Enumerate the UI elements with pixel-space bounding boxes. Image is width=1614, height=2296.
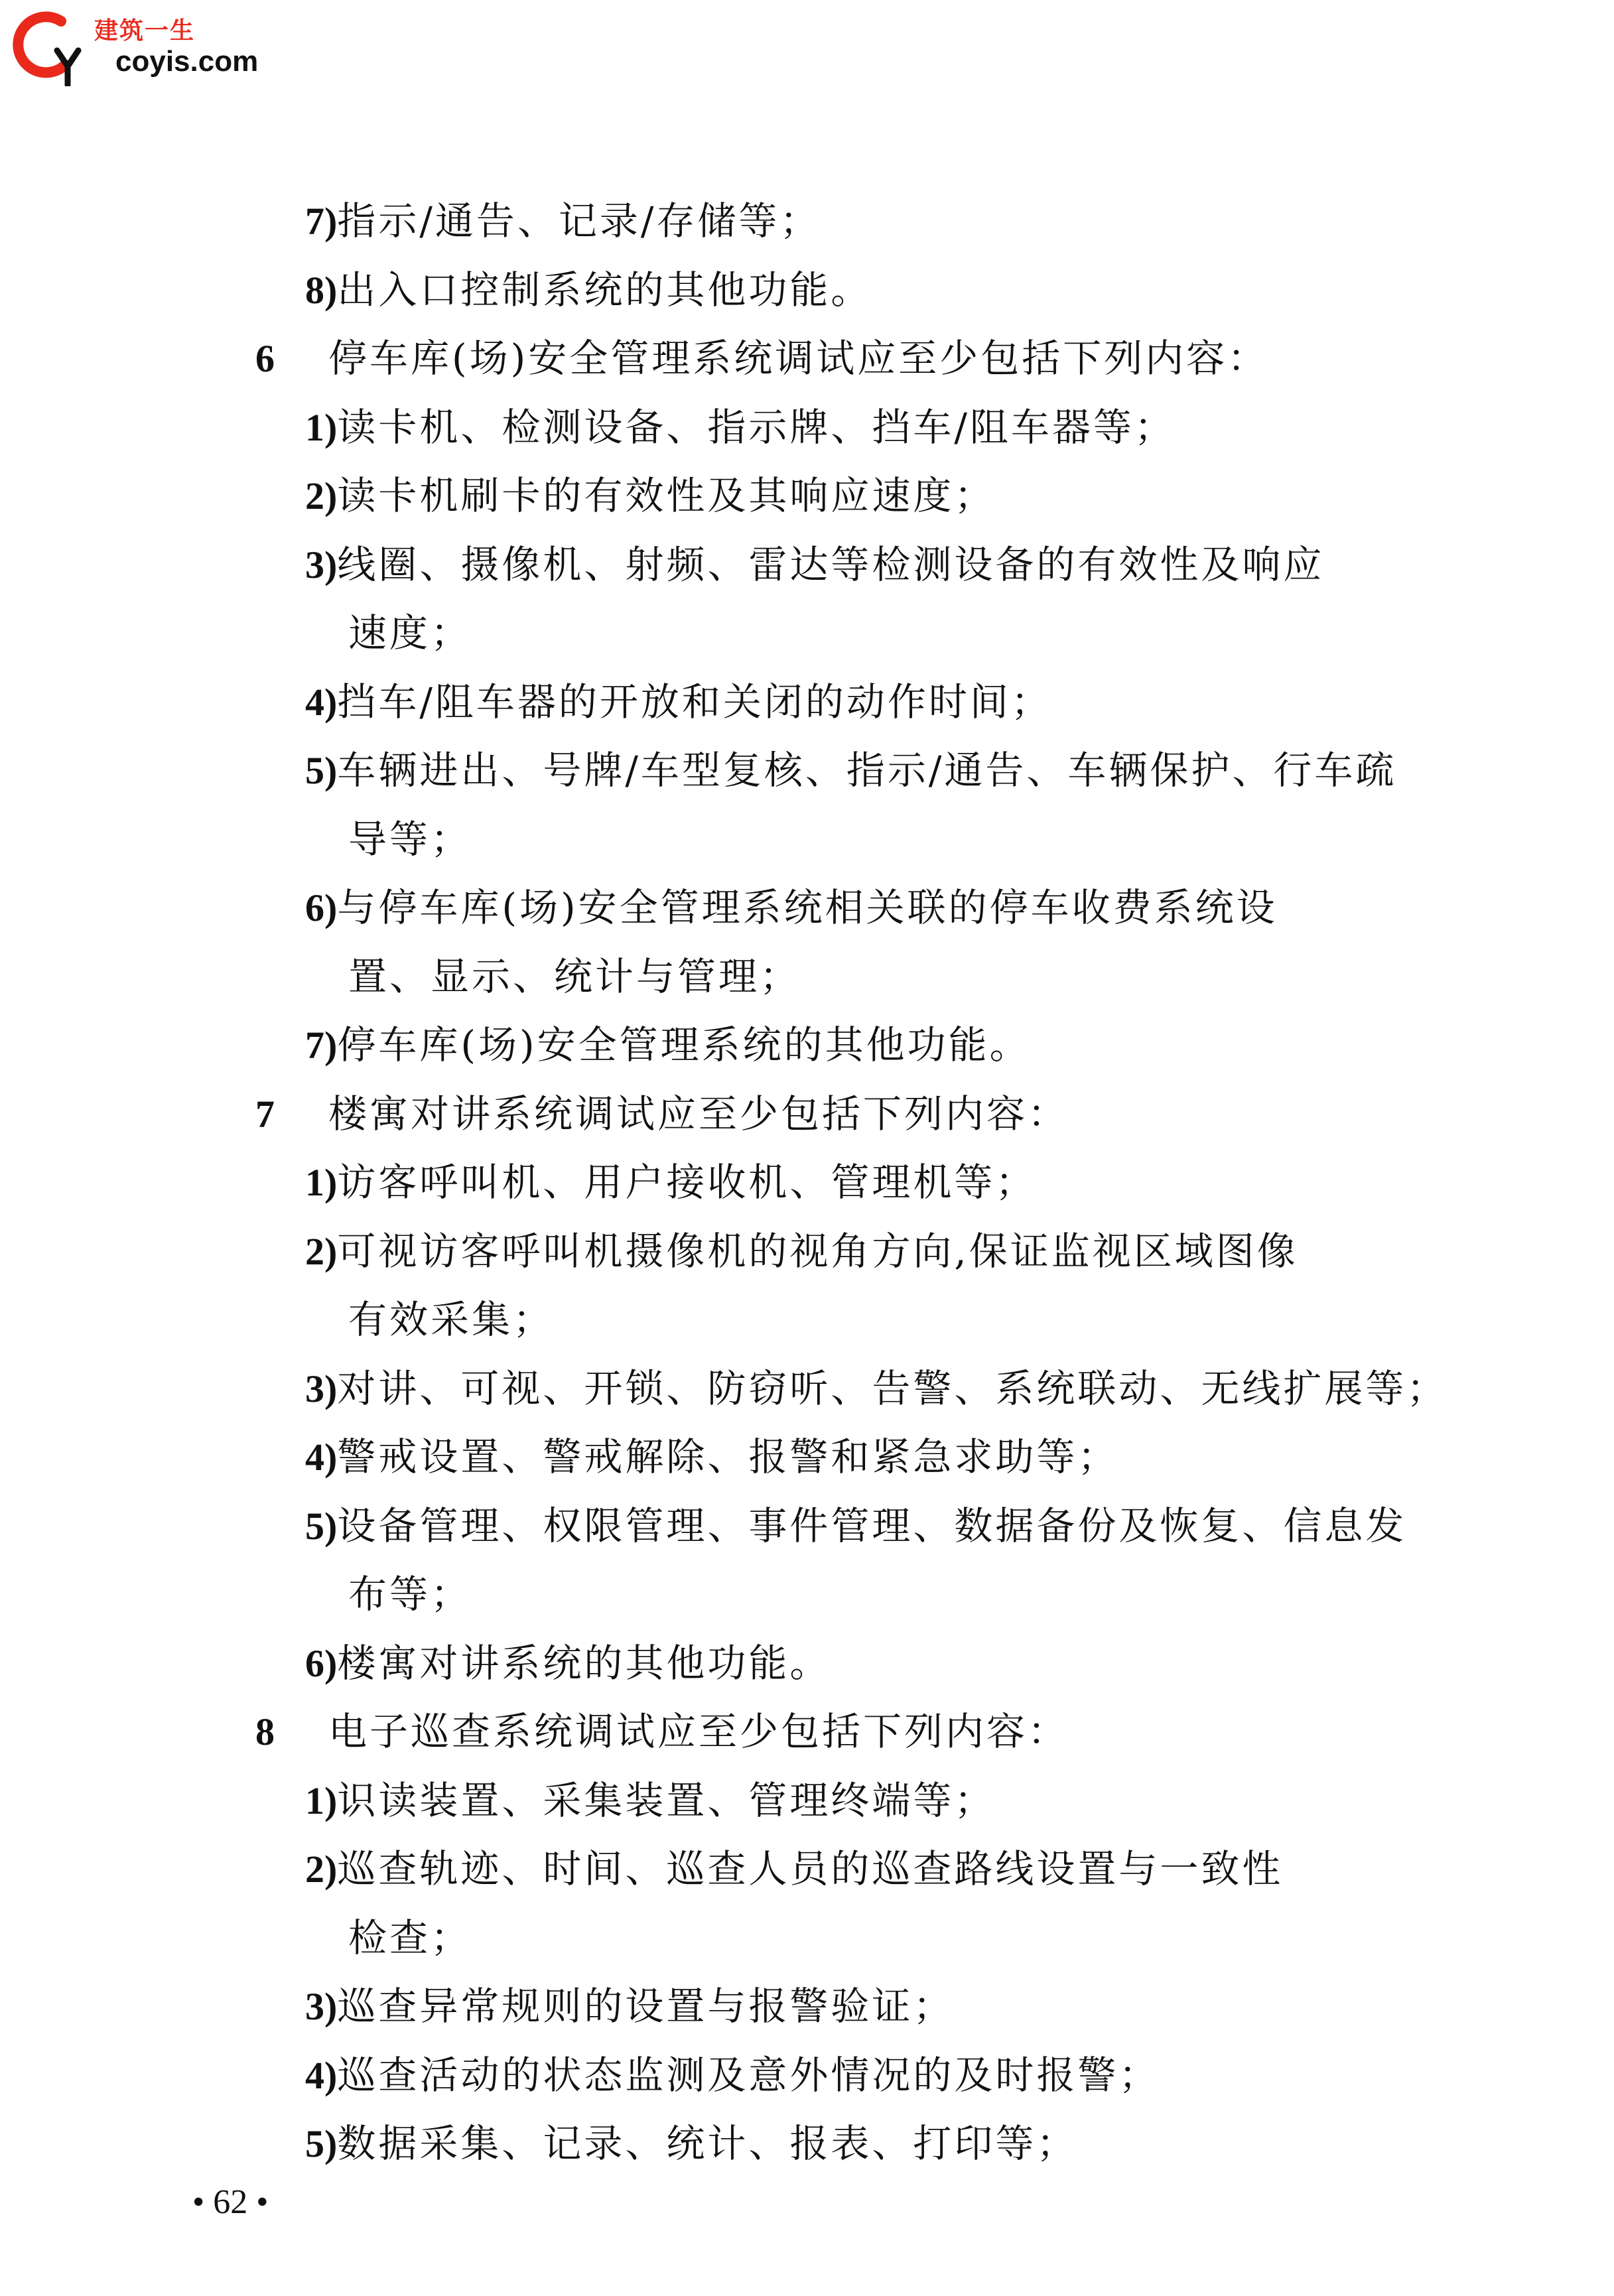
list-item-continuation [348,1293,554,1346]
item-number: 6) [305,886,338,929]
line-text: 停车库(场)安全管理系统调试应至少包括下列内容： [328,336,1269,381]
item-number: 1) [305,406,338,449]
line-text: 楼寓对讲系统的其他功能。 [337,1641,831,1686]
line-text: 检查； [348,1915,472,1960]
item-number: 7) [305,200,338,243]
list-item-continuation [348,1568,472,1621]
line-text: 导等； [348,817,472,862]
line-text: 与停车库(场)安全管理系统相关联的停车收费系统设 [337,885,1278,930]
item-number: 2) [305,474,338,517]
list-item [305,881,1278,934]
site-watermark-logo [9,7,288,86]
list-item [305,401,1176,454]
line-text: 设备管理、权限管理、事件管理、数据备份及恢复、信息发 [337,1503,1407,1548]
line-text: 楼寓对讲系统调试应至少包括下列内容： [328,1091,1069,1136]
list-item [305,194,821,247]
line-text: 布等； [348,1572,472,1617]
line-text: 巡查活动的状态监测及意外情况的及时报警； [337,2053,1160,2098]
list-item-continuation [348,1911,472,1964]
item-number: 7) [305,1024,338,1067]
line-text: 访客呼叫机、用户接收机、管理机等； [337,1160,1037,1205]
section-number: 8 [255,1710,277,1753]
line-text: 停车库(场)安全管理系统的其他功能。 [337,1022,1031,1067]
item-number: 6) [305,1642,338,1685]
list-item [305,744,1396,797]
cy-logo-icon [9,7,96,86]
section-heading [255,1705,1069,1758]
line-text: 置、显示、统计与管理； [348,954,801,999]
list-item [305,1225,1298,1278]
section-number: 6 [255,337,277,380]
item-number: 1) [305,1779,338,1822]
line-text: 有效采集； [348,1297,555,1342]
section-heading [255,1087,1069,1140]
list-item [305,1842,1283,1895]
line-text: 可视访客呼叫机摄像机的视角方向,保证监视区域图像 [337,1229,1298,1274]
item-number: 5) [305,749,338,792]
list-item [305,469,995,522]
list-item [305,2049,1160,2102]
list-item-continuation [348,950,801,1003]
list-item [305,1637,831,1690]
list-item [305,1018,1031,1071]
item-number: 5) [305,1505,338,1548]
item-number: 4) [305,2054,338,2097]
line-text: 读卡机刷卡的有效性及其响应速度； [337,473,996,518]
item-number: 5) [305,2122,338,2165]
line-text: 车辆进出、号牌/车型复核、指示/通告、车辆保护、行车疏 [337,748,1397,793]
list-item-continuation [348,813,472,866]
list-item [305,2117,1077,2170]
item-number: 2) [305,1230,338,1273]
line-text: 对讲、可视、开锁、防窃听、告警、系统联动、无线扩展等； [337,1366,1448,1411]
list-item [305,1362,1447,1415]
line-text: 速度； [348,610,472,655]
item-number: 2) [305,1848,338,1891]
line-text: 线圈、摄像机、射频、雷达等检测设备的有效性及响应 [337,542,1325,587]
list-item [305,263,872,316]
line-text: 挡车/阻车器的开放和关闭的动作时间； [337,679,1052,724]
item-number: 4) [305,1436,338,1479]
line-text: 巡查轨迹、时间、巡查人员的巡查路线设置与一致性 [337,1846,1284,1891]
section-heading [255,332,1268,385]
item-number: 4) [305,681,338,724]
list-item [305,1980,954,2033]
line-text: 巡查异常规则的设置与报警验证； [337,1984,955,2029]
watermark-cn-text: 建筑一生 [94,17,196,44]
line-text: 警戒设置、警戒解除、报警和紧急求助等； [337,1434,1119,1479]
line-text: 电子巡查系统调试应至少包括下列内容： [328,1709,1069,1754]
line-text: 指示/通告、记录/存储等； [337,198,821,243]
line-text: 出入口控制系统的其他功能。 [337,267,872,312]
list-item [305,1430,1118,1483]
list-item [305,538,1324,591]
item-number: 8) [305,269,338,312]
line-text: 识读装置、采集装置、管理终端等； [337,1778,996,1823]
watermark-url: coyis.com [115,45,259,78]
list-item [305,675,1052,728]
line-text: 数据采集、记录、统计、报表、打印等； [337,2121,1078,2166]
list-item [305,1499,1406,1552]
page-number: • 62 • [192,2183,269,2221]
list-item [305,1774,995,1827]
item-number: 3) [305,1367,338,1410]
item-number: 3) [305,1985,338,2028]
section-number: 7 [255,1093,277,1136]
item-number: 1) [305,1161,338,1204]
list-item [305,1156,1036,1209]
item-number: 3) [305,543,338,586]
line-text: 读卡机、检测设备、指示牌、挡车/阻车器等； [337,405,1176,450]
list-item-continuation [348,606,472,659]
